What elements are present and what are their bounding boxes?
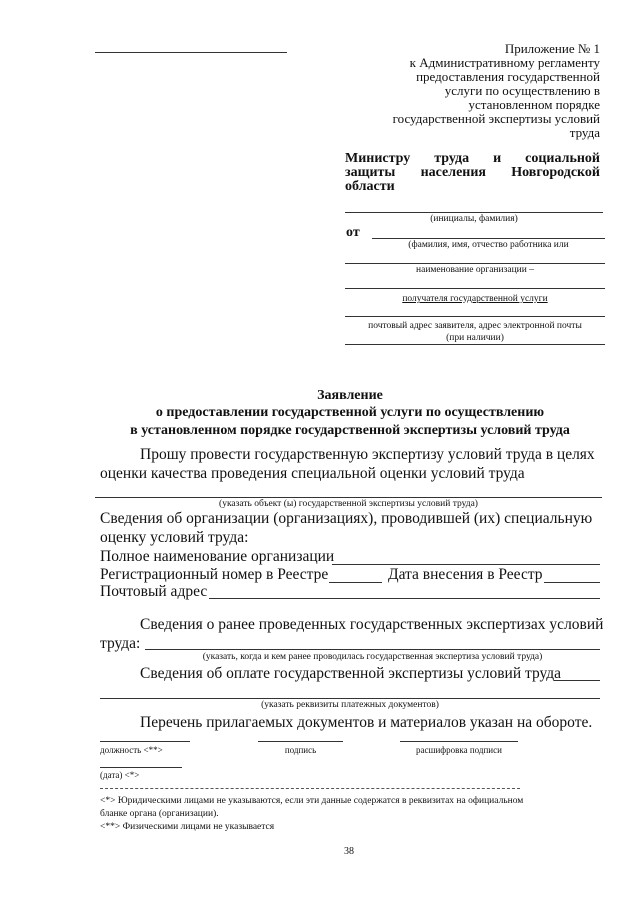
addressee-word: труда (434, 151, 470, 166)
position-field-line[interactable] (100, 741, 190, 742)
decode-field-line[interactable] (400, 741, 518, 742)
recipient-field-line[interactable] (345, 288, 605, 289)
payment-field-line-2[interactable] (100, 698, 600, 699)
sign-caption: подпись (284, 745, 317, 755)
appendix-line: государственной экспертизы условий (392, 111, 600, 126)
reg-number-label: Регистрационный номер в Реестре (100, 566, 329, 583)
initials-field-line (345, 212, 603, 213)
object-field-line[interactable] (95, 497, 602, 498)
postal-label: Почтовый адрес (100, 583, 208, 600)
org-caption: наименование организации – (416, 265, 534, 275)
attachments-note: Перечень прилагаемых документов и материалов указан на обороте. (140, 714, 593, 731)
title-line-2: о предоставлении государственной услуги по осуществлению (155, 405, 545, 420)
full-name-label: Полное наименование организации (100, 548, 335, 565)
addressee-word: и (493, 151, 502, 166)
addressee-line-1 (345, 152, 600, 166)
postal-field-line[interactable] (209, 598, 600, 599)
appendix-line: Приложение № 1 (504, 41, 600, 56)
appendix-line: установленном порядке (468, 97, 600, 112)
position-caption: должность <**> (100, 745, 163, 755)
org-info-line-1: Сведения об организации (организациях), проводившей (их) специальную (100, 510, 593, 527)
prior-field-line[interactable] (145, 649, 600, 650)
from-caption: (фамилия, имя, отчество работника или (408, 240, 569, 250)
address-field-line-2[interactable] (345, 344, 605, 345)
addressee-word: социальной (525, 151, 600, 166)
full-name-field-line[interactable] (332, 564, 600, 565)
from-field-line[interactable] (372, 238, 605, 239)
org-field-line[interactable] (345, 263, 605, 264)
address-caption-1: почтовый адрес заявителя, адрес электронной почты (368, 321, 582, 331)
object-caption: (указать объект (ы) государственной экспертизы условий труда) (219, 499, 478, 509)
request-line-1: Прошу провести государственную экспертизу условий труда в целях (140, 446, 595, 463)
page-number: 38 (344, 846, 354, 857)
top-left-rule (95, 52, 287, 53)
addressee-word: Министру (345, 151, 411, 166)
addressee-line-2 (345, 166, 600, 180)
footnote-separator (100, 788, 520, 789)
prior-label: труда: (100, 635, 141, 652)
initials-caption: (инициалы, фамилия) (430, 214, 518, 224)
request-line-2: оценки качества проведения специальной оценки условий труда (100, 465, 525, 482)
address-caption-2: (при наличии) (446, 333, 504, 343)
payment-label: Сведения об оплате государственной экспертизы условий труда (140, 665, 562, 682)
addressee-word: населения (420, 165, 487, 180)
appendix-line: услуги по осуществлению в (444, 83, 600, 98)
footnote-1-line-2: бланке органа (организации). (100, 809, 219, 819)
footnote-2: <**> Физическими лицами не указывается (100, 822, 275, 832)
address-field-line[interactable] (345, 316, 605, 317)
addressee-word: защиты (345, 165, 396, 180)
appendix-line: к Административному регламенту (409, 55, 600, 70)
payment-caption: (указать реквизиты платежных документов) (261, 700, 439, 710)
sign-field-line[interactable] (258, 741, 343, 742)
appendix-line: предоставления государственной (416, 69, 600, 84)
title-line-1: Заявление (317, 388, 383, 403)
decode-caption: расшифровка подписи (416, 745, 502, 755)
recipient-caption: получателя государственной услуги (402, 294, 548, 304)
prior-line-1: Сведения о ранее проведенных государственных экспертизах условий (140, 616, 604, 633)
prior-caption: (указать, когда и кем ранее проводилась государственная экспертиза условий труда) (202, 652, 543, 662)
date-sign-field-line[interactable] (100, 767, 182, 768)
addressee-word: Новгородской (511, 165, 600, 180)
reg-number-field-line[interactable] (329, 582, 382, 583)
title-line-3: в установленном порядке государственной экспертизы условий труда (130, 423, 570, 438)
footnote-1-line-1: <*> Юридическими лицами не указываются, если эти данные содержатся в реквизитах на официальном (100, 796, 524, 806)
from-label: от (346, 225, 360, 240)
appendix-line: труда (569, 125, 600, 140)
addressee-line-3: области (345, 179, 395, 194)
date-label: Дата внесения в Реестр (388, 566, 543, 583)
date-sign-caption: (дата) <*> (100, 770, 140, 780)
payment-field-line-1[interactable] (554, 680, 600, 681)
org-info-line-2: оценку условий труда: (100, 529, 249, 546)
date-field-line[interactable] (544, 582, 600, 583)
